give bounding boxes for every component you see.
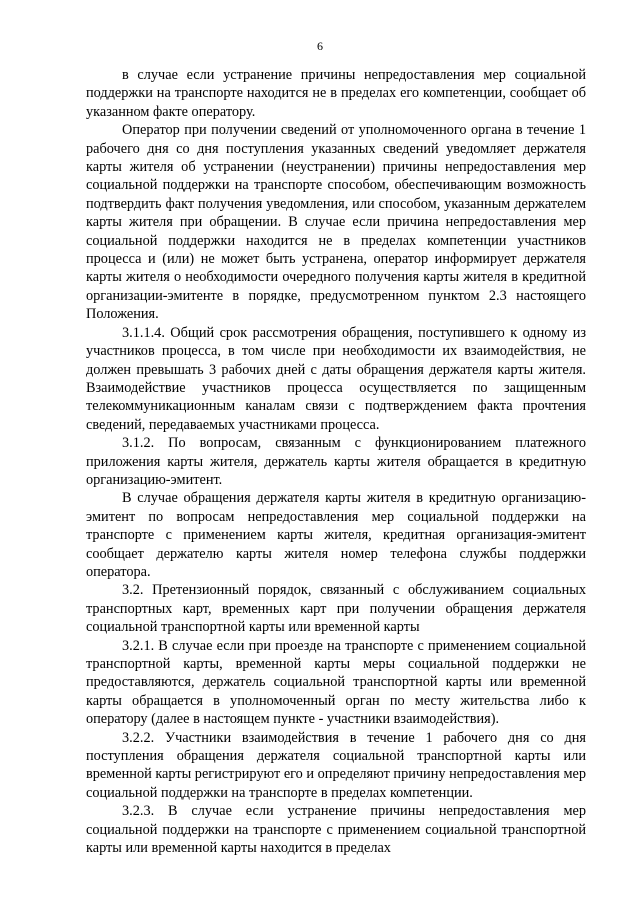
paragraph: Оператор при получении сведений от уполномоченного органа в течение 1 рабочего дня со дня поступления указанных сведений уведомляет держателя карты жителя об устранении (неустранении) причины непредоставления мер социальной поддержки на транспорте способом, обеспечивающим возможность подтвердить факт получения уведомления, или способом, указанным держателем карты жителя при обращении. В случае если причина непредоставления мер социальной поддержки находится не в пределах компетенции участников процесса и (или) не может быть устранена, оператор информирует держателя карты жителя о необходимости очередного получения карты жителя в кредитной организации-эмитенте в порядке, предусмотренном пунктом 2.3 настоящего Положения. (86, 122, 586, 323)
paragraph: 3.1.2. По вопросам, связанным с функционированием платежного приложения карты жителя, держатель карты жителя обращается в кредитную организацию-эмитент. (86, 435, 586, 488)
paragraph: в случае если устранение причины непредоставления мер социальной поддержки на транспорте находится не в пределах его компетенции, сообщает об указанном факте оператору. (86, 67, 586, 120)
paragraph: 3.2.2. Участники взаимодействия в течение 1 рабочего дня со дня поступления обращения держателя социальной транспортной карты или временной карты регистрируют его и определяют причину непредоставления мер социальной поддержки на транспорте в пределах компетенции. (86, 729, 586, 801)
page-number: 6 (317, 39, 323, 53)
paragraph: 3.2.1. В случае если при проезде на транспорте с применением социальной транспортной карты, временной карты меры социальной поддержки не предоставляются, держатель социальной транспортной карты или временной карты обращается в уполномоченный орган по месту жительства либо к оператору (далее в настоящем пункте - участники взаимодействия). (86, 637, 586, 728)
paragraph: В случае обращения держателя карты жителя в кредитную организацию-эмитент по вопросам непредоставления мер социальной поддержки на транспорте с применением карты жителя, кредитная организация-эмитент сообщает держателю карты жителя номер телефона службы поддержки оператора. (86, 490, 586, 580)
paragraph: 3.1.1.4. Общий срок рассмотрения обращения, поступившего к одному из участников процесса, в том числе при необходимости их взаимодействия, не должен превышать 3 рабочих дней с даты обращения держателя карты жителя. Взаимодействие участников процесса осуществляется по защищенным телекоммуникационным каналам связи с подтверждением факта прочтения сведений, передаваемых участниками процесса. (86, 324, 586, 433)
document-body (86, 66, 586, 857)
section-heading: 3.2. Претензионный порядок, связанный с обслуживанием социальных транспортных карт, временных карт при получении обращения держателя социальной транспортной карты или временной карты (86, 582, 586, 636)
paragraph: 3.2.3. В случае если устранение причины непредоставления мер социальной поддержки на транспорте с применением социальной транспортной карты или временной карты находится в пределах (86, 803, 586, 857)
